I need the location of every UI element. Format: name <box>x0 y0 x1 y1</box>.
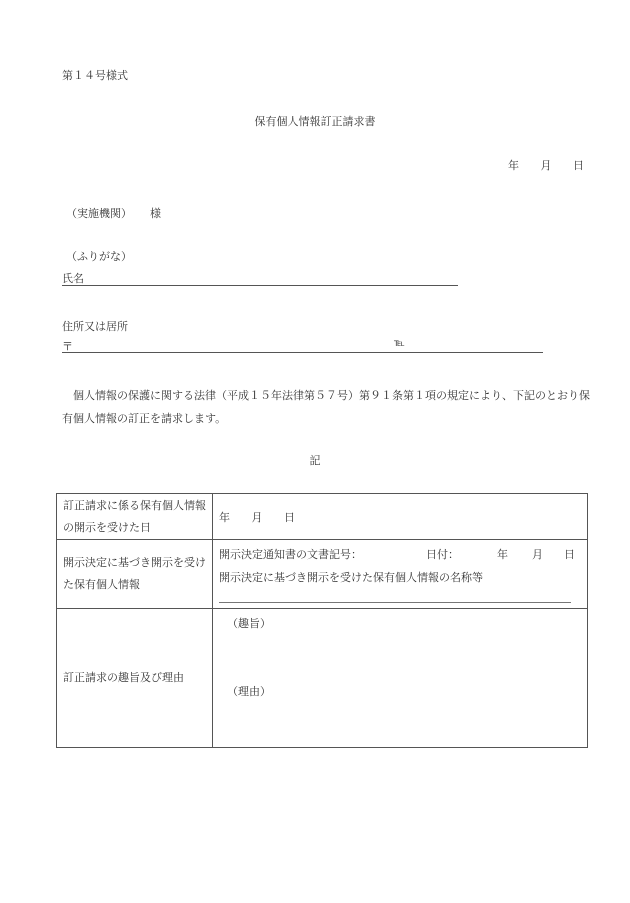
form-number: 第１４号様式 <box>62 69 128 82</box>
disclosure-date-field[interactable] <box>213 494 588 540</box>
day-label: 日 <box>564 548 575 561</box>
name-field[interactable] <box>62 270 458 286</box>
purpose-reason-label: 訂正請求の趣旨及び理由 <box>57 609 213 748</box>
disclosure-date-label: 訂正請求に係る保有個人情報の開示を受けた日 <box>57 494 213 540</box>
name-label: 氏名 <box>62 272 84 285</box>
info-name-label: 開示決定に基づき開示を受けた保有個人情報の名称等 <box>219 571 483 584</box>
page-title: 保有個人情報訂正請求書 <box>254 115 376 128</box>
address-label: 住所又は居所 <box>62 320 128 333</box>
disclosed-info-field[interactable] <box>213 540 588 609</box>
table-row <box>57 494 588 540</box>
purpose-label: （趣旨） <box>227 617 271 630</box>
tel-mark-icon: ℡ <box>394 338 405 349</box>
request-details-table <box>56 493 588 748</box>
day-label: 日 <box>284 510 295 524</box>
honorific: 様 <box>150 207 161 220</box>
request-statement: 個人情報の保護に関する法律（平成１５年法律第５７号）第９１条第１項の規定により、下記のとおり保有個人情報の訂正を請求します。 <box>62 389 590 425</box>
disclosed-info-label: 開示決定に基づき開示を受けた保有個人情報 <box>57 540 213 609</box>
info-name-underline <box>219 602 571 603</box>
table-row <box>57 609 588 748</box>
agency-label: （実施機関） <box>66 207 132 220</box>
day-label: 日 <box>573 159 584 172</box>
ki-heading: 記 <box>309 454 321 467</box>
furigana-label: （ふりがな） <box>66 250 132 263</box>
addressee <box>66 205 161 221</box>
year-label: 年 <box>497 548 508 561</box>
doc-number-label: 開示決定通知書の文書記号： <box>219 548 362 561</box>
year-label: 年 <box>219 510 230 524</box>
month-label: 月 <box>540 159 552 172</box>
date-label: 日付： <box>426 548 459 561</box>
purpose-reason-field[interactable] <box>213 609 588 748</box>
postal-mark-icon: 〒 <box>62 340 73 353</box>
request-date <box>508 157 584 173</box>
table-row <box>57 540 588 609</box>
reason-label: （理由） <box>227 685 271 698</box>
month-label: 月 <box>532 548 543 561</box>
year-label: 年 <box>508 159 519 172</box>
address-field[interactable] <box>62 338 543 353</box>
month-label: 月 <box>251 510 263 524</box>
